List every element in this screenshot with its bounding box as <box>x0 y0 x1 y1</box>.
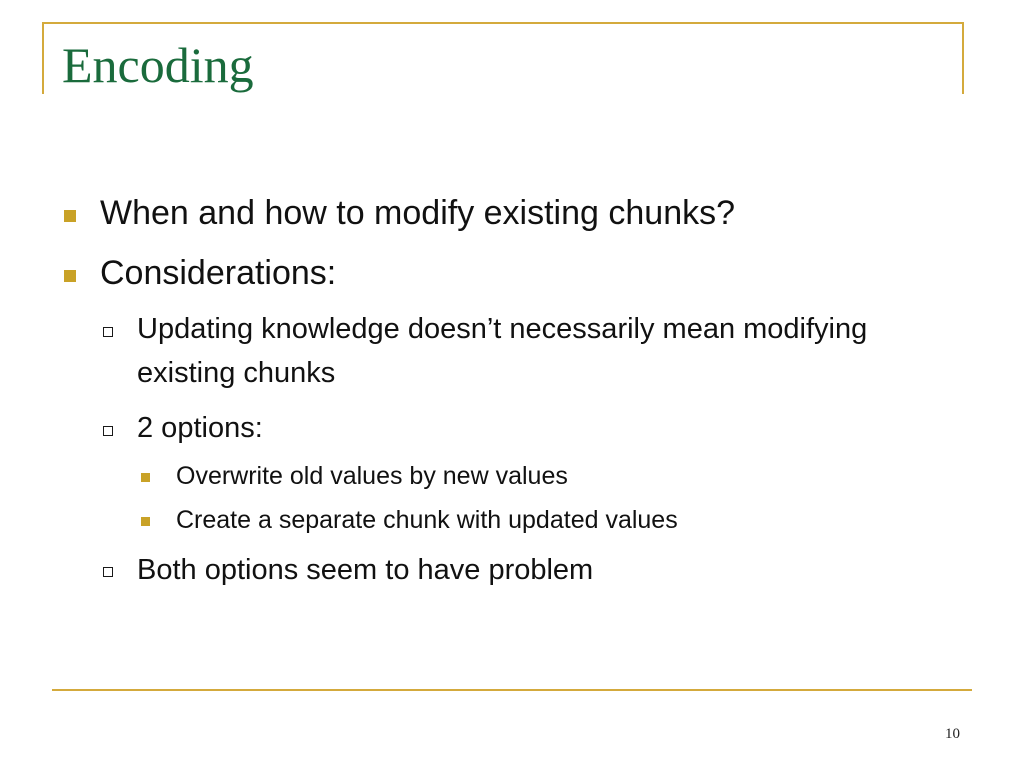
hollow-square-bullet-icon <box>103 426 113 436</box>
square-bullet-icon <box>141 517 150 526</box>
square-bullet-icon <box>141 473 150 482</box>
sub-sub-bullet-item: Overwrite old values by new values <box>176 462 568 490</box>
sub-sub-bullet-item: Create a separate chunk with updated values <box>176 506 678 534</box>
square-bullet-icon <box>64 270 76 282</box>
slide-title: Encoding <box>62 37 254 93</box>
bullet-item: Considerations: <box>100 254 337 292</box>
hollow-square-bullet-icon <box>103 567 113 577</box>
sub-bullet-item: Both options seem to have problem <box>137 554 594 586</box>
bullet-item: When and how to modify existing chunks? <box>100 194 736 232</box>
sub-bullet-item: Updating knowledge doesn’t necessarily mean modifying existing chunks <box>137 313 868 389</box>
hollow-square-bullet-icon <box>103 327 113 337</box>
sub-bullet-item: 2 options: <box>137 412 263 444</box>
page-number: 10 <box>945 726 960 742</box>
square-bullet-icon <box>64 210 76 222</box>
footer-divider <box>52 689 972 691</box>
